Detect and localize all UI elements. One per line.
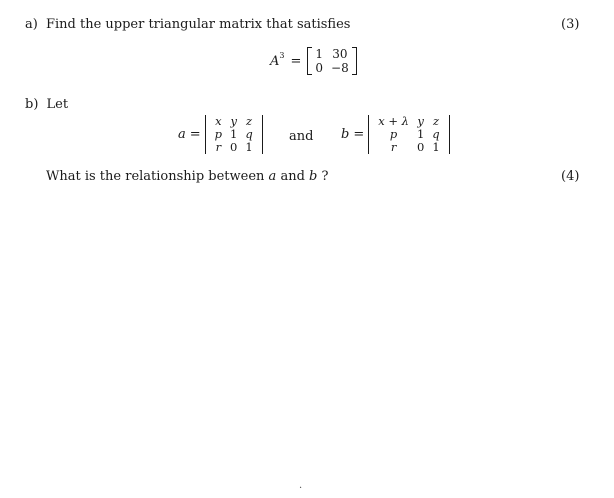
part-b-marks: (4) — [561, 169, 580, 184]
question-suffix: ? — [321, 169, 329, 184]
and-text: and — [289, 129, 314, 144]
matrix-cell: q — [432, 127, 440, 141]
matrix-cell: 1 — [432, 140, 440, 154]
question-var-b: b — [309, 169, 318, 184]
part-a-equation — [270, 47, 357, 75]
matrix-cell: x — [215, 114, 222, 128]
exponent: 3 — [279, 50, 285, 60]
matrix-cell: 1 — [315, 47, 324, 61]
det-b-matrix — [368, 115, 449, 154]
matrix-cell: z — [432, 114, 440, 128]
part-b-intro — [25, 97, 68, 112]
footer-mark: · — [299, 483, 303, 494]
det-a-matrix — [205, 115, 263, 154]
matrix-cell: z — [246, 114, 253, 128]
matrix-cell: 0 — [416, 140, 425, 154]
matrix-cell: 1 — [230, 127, 238, 141]
matrix-cell: r — [390, 140, 397, 154]
det-a-equals: = — [189, 127, 201, 142]
matrix-cell: −8 — [331, 61, 349, 75]
matrix-cell: y — [230, 114, 237, 128]
matrix-cell: 1 — [416, 127, 425, 141]
matrix-cell: p — [389, 127, 398, 141]
part-b-label: b) — [25, 97, 39, 112]
matrix-cell: 30 — [332, 47, 348, 61]
part-a-label: a) — [25, 17, 38, 32]
matrix-cell: r — [215, 140, 222, 154]
matrix-cell: y — [417, 114, 424, 128]
det-a-symbol: a — [178, 127, 186, 142]
part-b-question — [46, 169, 329, 184]
determinant-b — [341, 115, 450, 154]
part-a-question — [25, 17, 350, 32]
det-b-equals: = — [353, 127, 365, 142]
question-prefix: What is the relationship between — [46, 169, 265, 184]
matrix-cell: 0 — [315, 61, 324, 75]
matrix-cell: p — [214, 127, 223, 141]
part-a-marks: (3) — [561, 17, 580, 32]
matrix-cell: q — [245, 127, 253, 141]
question-mid: and — [280, 169, 305, 184]
question-var-a: a — [268, 169, 277, 184]
equals-sign: = — [290, 53, 302, 69]
determinant-a — [178, 115, 263, 154]
part-a-text: Find the upper triangular matrix that satisfies — [45, 17, 351, 32]
result-matrix — [307, 47, 356, 75]
matrix-cell: 1 — [245, 140, 253, 154]
matrix-cell: 0 — [230, 140, 238, 154]
part-b-let: Let — [46, 97, 69, 112]
matrix-a-symbol: A — [270, 53, 280, 69]
det-b-symbol: b — [341, 127, 350, 142]
matrix-cell: x + λ — [378, 114, 409, 128]
